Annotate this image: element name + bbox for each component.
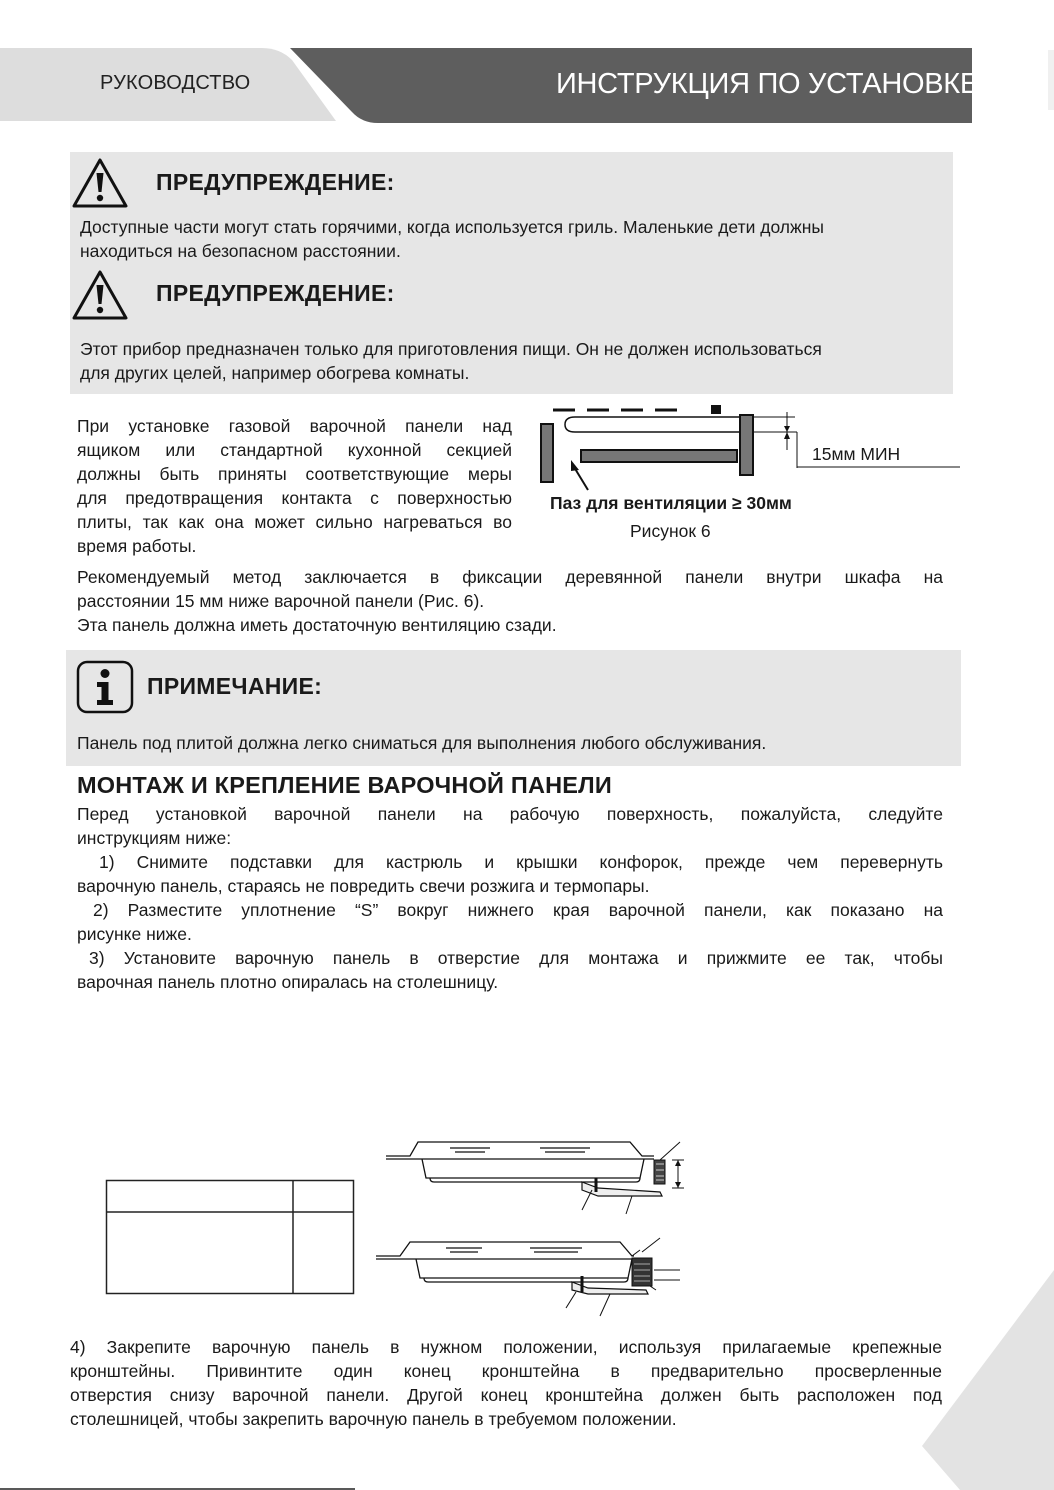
warning-title-1: ПРЕДУПРЕЖДЕНИЕ:	[156, 169, 395, 195]
install-line: ящиком или стандартной кухонной секцией	[77, 440, 512, 460]
mount-intro-line: Перед установкой варочной панели на рабочую поверхность, пожалуйста, следуйте	[77, 804, 943, 824]
mount-step-3-line: варочная панель плотно опиралась на столешницу.	[77, 972, 499, 992]
mount-step-2-line: 2) Разместите уплотнение “S” вокруг нижнего края варочной панели, как показано на	[93, 900, 943, 920]
step-4-line: кронштейны. Привинтите один конец кронштейна в предварительно просверленные	[70, 1361, 942, 1381]
recommend-line: расстоянии 15 мм ниже варочной панели (Рис. 6).	[77, 591, 485, 611]
step-4-line: 4) Закрепите варочную панель в нужном положении, используя прилагаемые крепежные	[70, 1337, 942, 1357]
figure-6-vent-label: Паз для вентиляции ≥ 30мм	[550, 493, 792, 513]
mount-step-1-line: варочную панель, стараясь не повредить свечи розжига и термопары.	[77, 876, 650, 896]
mount-section-title: МОНТАЖ И КРЕПЛЕНИЕ ВАРОЧНОЙ ПАНЕЛИ	[77, 772, 612, 798]
figure-6-caption: Рисунок 6	[630, 521, 711, 541]
install-line: время работы.	[77, 536, 197, 556]
figure-6-diagram	[535, 400, 965, 495]
warning-icon	[70, 156, 130, 210]
header-right-label: ИНСТРУКЦИЯ ПО УСТАНОВКЕ	[556, 68, 979, 100]
note-text: Панель под плитой должна легко сниматься для выполнения любого обслуживания.	[77, 733, 767, 753]
warning-text-1	[80, 215, 940, 263]
recommend-line: Рекомендуемый метод заключается в фиксации деревянной панели внутри шкафа на	[77, 567, 943, 587]
warning-icon	[70, 268, 130, 322]
corner-triangle	[922, 1270, 1054, 1490]
step-4-line: столешницей, чтобы закрепить варочную панель в требуемом положении.	[70, 1409, 677, 1429]
install-line: должны быть приняты соответствующие меры	[77, 464, 512, 484]
mount-step-1-line: 1) Снимите подставки для кастрюль и крышки конфорок, прежде чем перевернуть	[99, 852, 943, 872]
install-paragraph	[77, 414, 512, 558]
warning-title-2: ПРЕДУПРЕЖДЕНИЕ:	[156, 280, 395, 306]
footer-decor	[0, 1260, 1054, 1490]
note-title: ПРИМЕЧАНИЕ:	[147, 673, 323, 699]
figure-6-dimension-label: 15мм МИН	[812, 444, 901, 464]
mount-step-3-line: 3) Установите варочную панель в отверстие для монтажа и прижмите ее так, чтобы	[89, 948, 943, 968]
warning-text-1-line-2: находиться на безопасном расстоянии.	[80, 241, 401, 261]
mount-instructions	[77, 802, 943, 994]
warning-text-2	[80, 337, 940, 385]
install-line: для предотвращения контакта с поверхностью	[77, 488, 512, 508]
warning-text-2-line-2: для других целей, например обогрева комнаты.	[80, 363, 470, 383]
page-edge-mark	[1048, 50, 1054, 110]
install-line: плиты, так как она может сильно нагреваться во	[77, 512, 512, 532]
info-icon	[76, 660, 134, 714]
recommend-line: Эта панель должна иметь достаточную вентиляцию сзади.	[77, 615, 557, 635]
mount-intro-line: инструкциям ниже:	[77, 828, 232, 848]
step-4-line: отверстия снизу варочной панели. Другой конец кронштейна должен быть расположен под	[70, 1385, 942, 1405]
warning-text-2-line-1: Этот прибор предназначен только для приготовления пищи. Он не должен использоваться	[80, 339, 822, 359]
recommend-paragraph	[77, 565, 943, 637]
mount-step-2-line: рисунке ниже.	[77, 924, 192, 944]
warning-text-1-line-1: Доступные части могут стать горячими, когда используется гриль. Маленькие дети должны	[80, 217, 824, 237]
install-line: При установке газовой варочной панели над	[77, 416, 512, 436]
header-left-label: РУКОВОДСТВО	[100, 72, 251, 94]
